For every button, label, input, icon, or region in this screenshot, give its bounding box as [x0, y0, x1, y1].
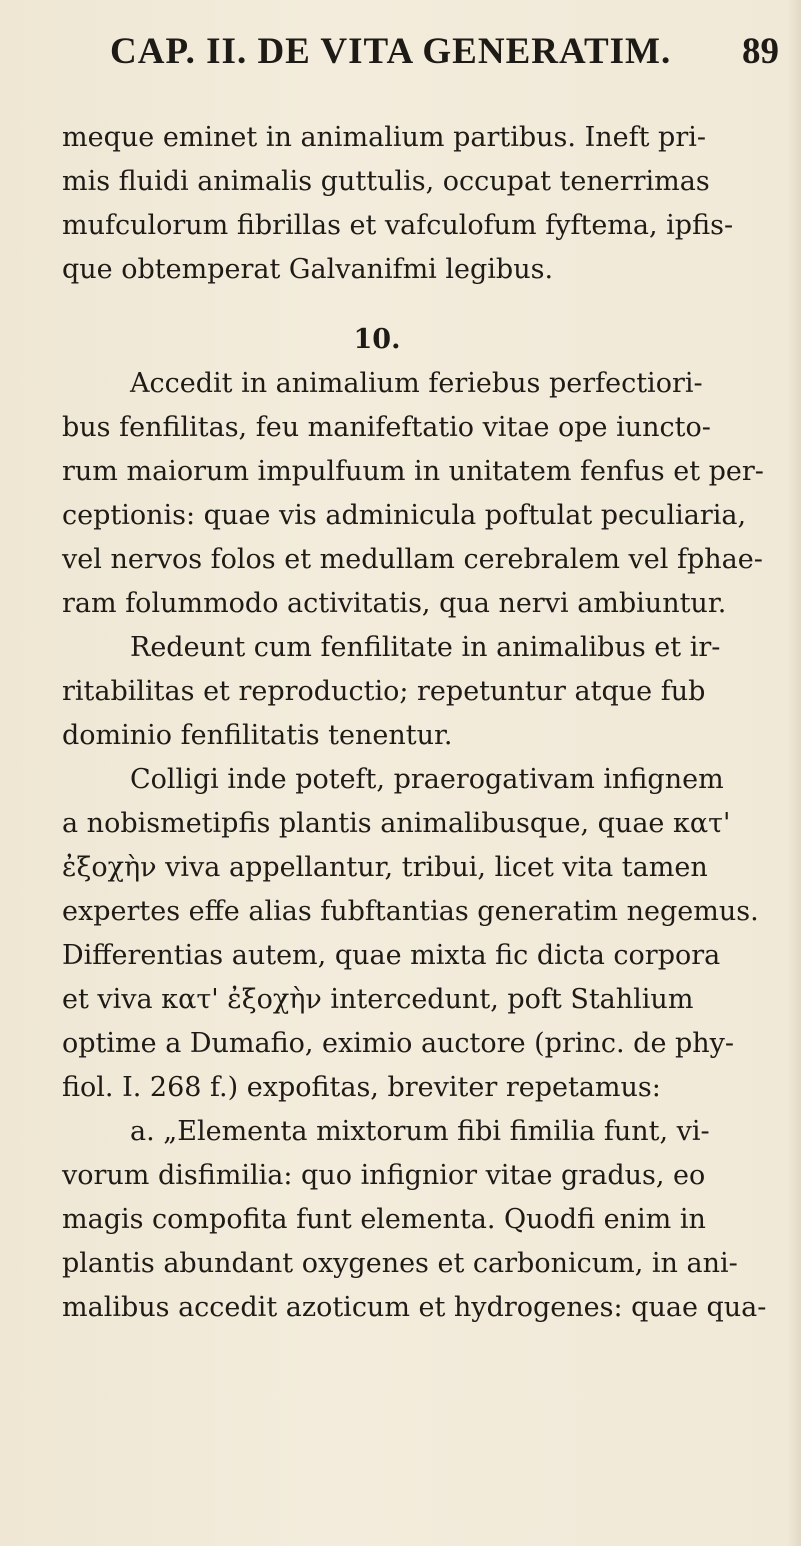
text-line: que obtemperat Galvanifmi legibus. — [62, 254, 554, 285]
page-header — [0, 30, 801, 80]
text-line: ritabilitas et reproductio; repetuntur atque fub — [62, 676, 706, 707]
text-line: plantis abundant oxygenes et carbonicum, in ani- — [62, 1248, 738, 1279]
text-line: Redeunt cum fenfilitate in animalibus et ir- — [130, 632, 721, 663]
text-line: vel nervos folos et medullam cerebralem vel fphae- — [62, 544, 763, 575]
paragraphs-after-section — [62, 362, 782, 1330]
paragraph-before-section — [62, 116, 782, 292]
text-line: ceptionis: quae vis adminicula poftulat peculiaria, — [62, 500, 747, 531]
page-number: 89 — [742, 31, 779, 72]
text-line: Differentias autem, quae mixta fic dicta corpora — [62, 940, 721, 971]
text-line: Accedit in animalium feriebus perfectiori- — [130, 368, 703, 399]
text-line: expertes effe alias fubftantias generatim negemus. — [62, 896, 759, 927]
text-line: mufculorum fibrillas et vafculofum fyftema, ipfis- — [62, 210, 734, 241]
text-line: ἐξοχὴν viva appellantur, tribui, licet vita tamen — [62, 852, 708, 883]
text-line: malibus accedit azoticum et hydrogenes: quae qua- — [62, 1292, 767, 1323]
running-title: CAP. II. DE VITA GENERATIM. — [110, 31, 672, 72]
text-line: a nobismetipfis plantis animalibusque, quae κατ' — [62, 808, 731, 839]
text-line: meque eminet in animalium partibus. Ineft pri- — [62, 122, 706, 153]
text-line: dominio fenfilitatis tenentur. — [62, 720, 453, 751]
section-number: 10. — [353, 324, 401, 355]
page-edge-shadow — [787, 0, 801, 1546]
text-line: vorum disfimilia: quo infignior vitae gradus, eo — [62, 1160, 706, 1191]
text-line: fiol. I. 268 f.) expofitas, breviter repetamus: — [62, 1072, 661, 1103]
text-line: mis fluidi animalis guttulis, occupat tenerrimas — [62, 166, 710, 197]
text-line: bus fenfilitas, feu manifeftatio vitae ope iuncto- — [62, 412, 711, 443]
text-line: rum maiorum impulfuum in unitatem fenfus et per- — [62, 456, 764, 487]
text-line: ram folummodo activitatis, qua nervi ambiuntur. — [62, 588, 727, 619]
text-line: optime a Dumafio, eximio auctore (princ. de phy- — [62, 1028, 735, 1059]
body-text — [62, 116, 782, 1330]
text-line: a. „Elementa mixtorum fibi fimilia funt, vi- — [130, 1116, 710, 1147]
text-line: magis compofita funt elementa. Quodfi enim in — [62, 1204, 706, 1235]
text-line: Colligi inde poteft, praerogativam infignem — [130, 764, 724, 795]
text-line: et viva κατ' ἐξοχὴν intercedunt, poft Stahlium — [62, 984, 694, 1015]
